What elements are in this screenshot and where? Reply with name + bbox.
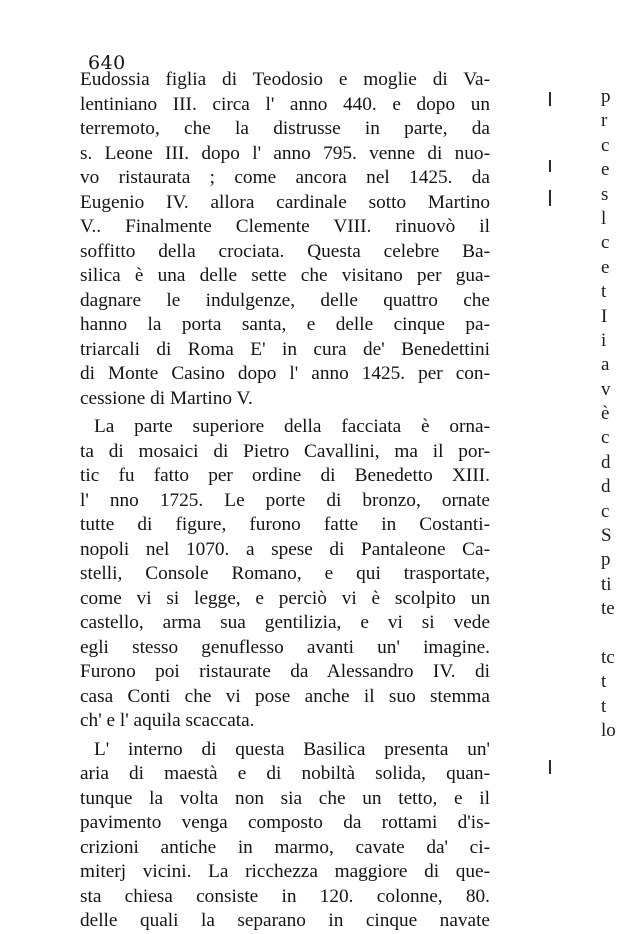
gutter-shadow-line xyxy=(549,760,551,774)
facing-page-fragment: e xyxy=(601,159,610,181)
text-line: cessione di Martino V. xyxy=(80,387,253,409)
text-line: miterj vicini. La ricchezza maggiore di que- xyxy=(80,861,490,882)
facing-page-fragment: è xyxy=(601,403,610,425)
gutter-shadow-line xyxy=(549,160,551,172)
page-number: 640 xyxy=(88,52,126,74)
text-line: hanno la porta santa, e delle cinque pa- xyxy=(80,314,490,335)
facing-page-fragment: S xyxy=(601,525,612,547)
facing-page-fragment: c xyxy=(601,134,610,156)
facing-page-fragment: lo xyxy=(601,720,616,742)
text-line: stelli, Console Romano, e qui trasportate, xyxy=(80,563,490,584)
text-line: La parte superiore della facciata è orna- xyxy=(94,416,490,437)
facing-page-fragment: te xyxy=(601,598,615,620)
text-line: castello, arma sua gentilizia, e vi si vede xyxy=(80,612,490,633)
text-line: s. Leone III. dopo l' anno 795. venne di nuo- xyxy=(80,142,490,164)
text-line: Eugenio IV. allora cardinale sotto Martino xyxy=(80,191,490,213)
text-line: vo ristaurata ; come ancora nel 1425. da xyxy=(80,167,490,188)
facing-page-fragment: p xyxy=(601,86,611,107)
gutter-shadow-line xyxy=(549,92,551,106)
facing-page-fragment: p xyxy=(601,549,611,571)
text-line: nopoli nel 1070. a spese di Pantaleone Ca- xyxy=(80,538,490,560)
text-line: l' nno 1725. Le porte di bronzo, ornate xyxy=(80,489,490,511)
facing-page-fragment: i xyxy=(601,329,607,351)
text-line: tic fu fatto per ordine di Benedetto XIII. xyxy=(80,465,490,486)
text-line: delle quali la separano in cinque navate xyxy=(80,910,490,931)
text-line: soffitto della crociata. Questa celebre Ba- xyxy=(80,240,490,262)
text-line: lentiniano III. circa l' anno 440. e dopo un xyxy=(80,93,490,115)
text-line: crizioni antiche in marmo, cavate da' ci- xyxy=(80,836,490,858)
facing-page-fragment: s xyxy=(601,183,609,205)
text-line: V.. Finalmente Clemente VIII. rinuovò il xyxy=(80,216,490,237)
facing-page-fragment: c xyxy=(601,500,610,522)
text-line: ta di mosaici di Pietro Cavallini, ma il por- xyxy=(80,440,490,462)
facing-page-fragment: I xyxy=(601,305,608,327)
facing-page-fragment xyxy=(601,622,619,646)
facing-page-fragment: c xyxy=(601,427,610,449)
text-line: tunque la volta non sia che un tetto, e il xyxy=(80,787,490,809)
text-line: silica è una delle sette che visitano per gua- xyxy=(80,265,490,286)
body-text xyxy=(80,68,490,934)
text-line: egli stesso genuflesso avanti un' imagine. xyxy=(80,636,490,658)
facing-page-fragment: r xyxy=(601,110,608,132)
text-line: aria di maestà e di nobiltà solida, quan- xyxy=(80,763,490,784)
facing-page-fragment: t xyxy=(601,281,607,303)
text-line: pavimento venga composto da rottami d'is- xyxy=(80,812,490,833)
facing-page-fragment: d xyxy=(601,476,611,498)
facing-page-fragment: c xyxy=(601,232,610,254)
text-line: di Monte Casino dopo l' anno 1425. per con- xyxy=(80,363,490,384)
facing-page-fragment: t xyxy=(601,695,607,717)
facing-page-fragment: ti xyxy=(601,573,612,595)
facing-page-fragments xyxy=(601,85,619,744)
facing-page-fragment: l xyxy=(601,207,607,229)
text-line: dagnare le indulgenze, delle quattro che xyxy=(80,289,490,311)
facing-page-fragment: a xyxy=(601,354,610,376)
facing-page-fragment: v xyxy=(601,378,611,400)
text-line: tutte di figure, furono fatte in Costanti- xyxy=(80,514,490,535)
facing-page-fragment: e xyxy=(601,256,610,278)
text-line: terremoto, che la distrusse in parte, da xyxy=(80,118,490,139)
paragraph-facade xyxy=(80,415,490,734)
text-line: come vi si legge, e perciò vi è scolpito un xyxy=(80,587,490,609)
text-line: triarcali di Roma E' in cura de' Benedettini xyxy=(80,338,490,360)
text-line: Eudossia figlia di Teodosio e moglie di Va- xyxy=(80,69,490,90)
facing-page-fragment: tc xyxy=(601,646,615,668)
text-line: casa Conti che vi pose anche il suo stemma xyxy=(80,685,490,707)
text-line: ch' e l' aquila scaccata. xyxy=(80,710,255,731)
paragraph-origins xyxy=(80,68,490,411)
text-line: sta chiesa consiste in 120. colonne, 80. xyxy=(80,885,490,907)
text-line: Furono poi ristaurate da Alessandro IV. di xyxy=(80,661,490,682)
facing-page-fragment: t xyxy=(601,671,607,693)
facing-page-fragment: d xyxy=(601,451,611,473)
text-line: L' interno di questa Basilica presenta un' xyxy=(94,738,490,760)
paragraph-interior xyxy=(80,738,490,934)
gutter-shadow-line xyxy=(549,190,551,206)
